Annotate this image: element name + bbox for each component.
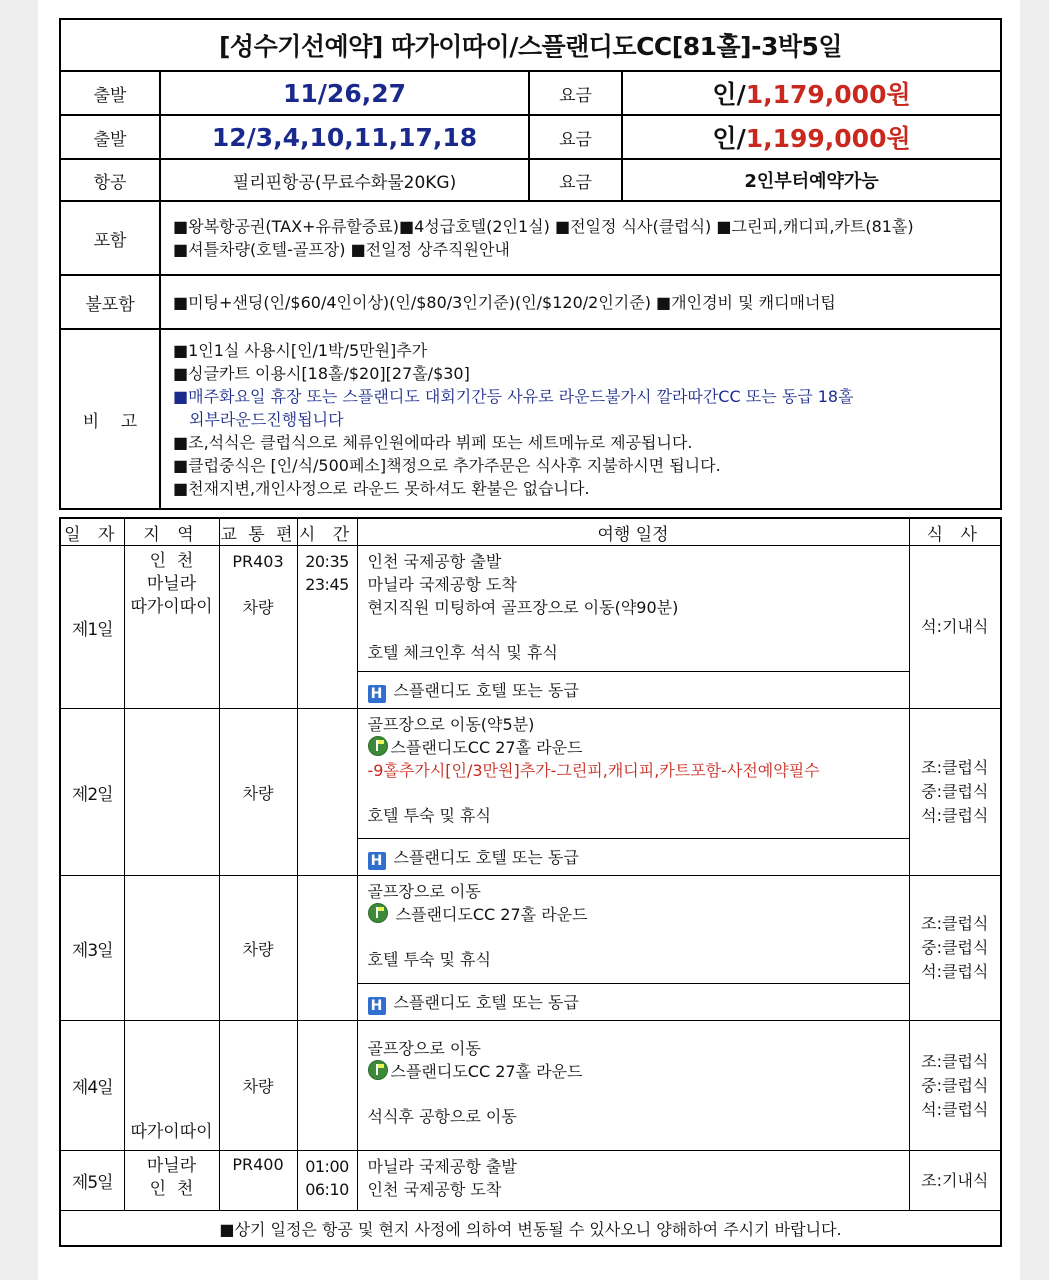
header-transport: 교 통 편: [219, 518, 297, 546]
transport-line: 차량: [242, 598, 274, 617]
header-meal: 식 사: [909, 518, 1001, 546]
price-label: 요금: [529, 159, 622, 201]
disclaimer-footer: ■상기 일정은 항공 및 현지 사정에 의하여 변동될 수 있사오니 양해하여 주시기 바랍니다.: [60, 1211, 1001, 1247]
tour-info-table: [59, 18, 1002, 510]
price-value: 1,199,000원: [745, 124, 911, 153]
day-time: [297, 1151, 357, 1211]
departure-label: 출발: [60, 71, 160, 115]
schedule-line: 마닐라 국제공항 도착: [367, 575, 517, 594]
day-label: 제5일: [60, 1151, 124, 1211]
day-region: 따가이따이: [124, 1021, 219, 1151]
day-region: [124, 709, 219, 876]
hotel-row: [357, 839, 909, 876]
note-line: ■1인1실 사용시[인/1박/5만원]추가: [173, 340, 428, 360]
time-line: 06:10: [305, 1180, 349, 1199]
hotel-icon: H: [368, 852, 386, 870]
header-region: 지 역: [124, 518, 219, 546]
day-transport: PR400: [219, 1151, 297, 1211]
time-line: 23:45: [305, 575, 349, 594]
schedule-line: 석식후 공항으로 이동: [367, 1107, 517, 1126]
include-line: ■왕복항공권(TAX+유류할증료)■4성급호텔(2인1실) ■전일정 식사(클럽식) ■그린피,캐디피,카트(81홀): [173, 217, 914, 236]
hotel-text: 스플랜디도 호텔 또는 동급: [393, 680, 579, 700]
price-label: 요금: [529, 115, 622, 159]
region-line: 마닐라: [146, 1156, 197, 1176]
schedule-line: 마닐라 국제공항 출발: [367, 1157, 517, 1176]
include-text: [160, 201, 1001, 275]
hotel-icon: H: [368, 997, 386, 1015]
meal-line: 중:클럽식: [921, 938, 989, 957]
schedule-spacer: [368, 1083, 899, 1105]
region-line: 따가이따이: [130, 597, 213, 617]
region-line: 마닐라: [146, 574, 197, 594]
schedule-line: 인천 국제공항 도착: [367, 1180, 502, 1199]
meal-line: 석:클럽식: [921, 806, 989, 825]
day-schedule: [357, 546, 909, 672]
schedule-line: 인천 국제공항 출발: [367, 552, 502, 571]
day-schedule: [357, 1151, 909, 1211]
price-1: [622, 71, 1001, 115]
header-schedule: 여행 일정: [357, 518, 909, 546]
meal-line: 조:클럽식: [921, 758, 989, 777]
hotel-icon: H: [368, 685, 386, 703]
region-line: 인 천: [149, 1179, 194, 1199]
hotel-row: [357, 984, 909, 1021]
note-line: ■싱글카트 이용시[18홀/$20][27홀/$30]: [173, 363, 470, 383]
meal-line: 석:클럽식: [921, 962, 989, 981]
header-day: 일 자: [60, 518, 124, 546]
schedule-line: 현지직원 미팅하여 골프장으로 이동(약90분): [367, 598, 679, 617]
hotel-text: 스플랜디도 호텔 또는 동급: [393, 847, 579, 867]
hotel-text: 스플랜디도 호텔 또는 동급: [393, 992, 579, 1012]
day-meal: [909, 1151, 1001, 1211]
schedule-line: 골프장으로 이동: [367, 1039, 481, 1058]
meal-line: 조:클럽식: [921, 914, 989, 933]
golf-line: [368, 1060, 899, 1083]
airline-value: 필리핀항공(무료수화물20KG): [160, 159, 529, 201]
day-time: [297, 876, 357, 1021]
day-meal: [909, 546, 1001, 709]
day-label: 제1일: [60, 546, 124, 709]
meal-line: 석:클럽식: [921, 1099, 989, 1119]
schedule-line: 호텔 체크인후 석식 및 휴식: [367, 643, 558, 662]
flight-number: PR403: [232, 552, 284, 571]
departure-dates-1: 11/26,27: [160, 71, 529, 115]
price-label: 요금: [529, 71, 622, 115]
departure-dates-2: 12/3,4,10,11,17,18: [160, 115, 529, 159]
exclude-text: ■미팅+샌딩(인/$60/4인이상)(인/$80/3인기준)(인/$120/2인기준) ■개인경비 및 캐디매너팁: [160, 275, 1001, 329]
meal-line: 조:클럽식: [921, 1051, 989, 1071]
golf-line: [368, 903, 899, 926]
booking-condition: 2인부터예약가능: [622, 159, 1001, 201]
day-schedule: [357, 876, 909, 984]
airline-label: 항공: [60, 159, 160, 201]
departure-label: 출발: [60, 115, 160, 159]
price-prefix: 인/: [712, 124, 746, 153]
golf-line: [368, 736, 899, 759]
exclude-label: 불포함: [60, 275, 160, 329]
include-line: ■셔틀차량(호텔-골프장) ■전일정 상주직원안내: [173, 240, 510, 259]
day-region: [124, 1151, 219, 1211]
day-region: [124, 546, 219, 709]
time-line: 20:35: [305, 552, 349, 571]
notes-text: [160, 329, 1001, 509]
day-meal: [909, 876, 1001, 1021]
day-transport: 차량: [219, 876, 297, 1021]
meal-line: 중:클럽식: [921, 782, 989, 801]
day-meal: [909, 709, 1001, 876]
extra-holes-note: -9홀추가시[인/3만원]추가-그린피,캐디피,카트포함-사전예약필수: [367, 761, 820, 780]
price-prefix: 인/: [712, 80, 746, 109]
golf-text: 스플랜디도CC 27홀 라운드: [390, 1062, 583, 1081]
page-title: [성수기선예약] 따가이따이/스플랜디도CC[81홀]-3박5일: [60, 19, 1001, 71]
day-transport: 차량: [219, 709, 297, 876]
hotel-row: [357, 672, 909, 709]
meal-line: 석:기내식: [921, 617, 989, 636]
price-value: 1,179,000원: [745, 80, 911, 109]
meal-line: 중:클럽식: [921, 1075, 989, 1095]
time-line: 01:00: [305, 1157, 349, 1176]
region-line: 인 천: [149, 551, 194, 571]
golf-flag-icon: [368, 1060, 388, 1080]
golf-flag-icon: [368, 736, 388, 756]
golf-flag-icon: [368, 903, 388, 923]
price-2: [622, 115, 1001, 159]
itinerary-table: [59, 517, 1002, 1247]
note-line: ■조,석식은 클럽식으로 체류인원에따라 뷔페 또는 세트메뉴로 제공됩니다.: [173, 432, 693, 452]
day-transport: [219, 546, 297, 709]
note-line-highlight: 외부라운드진행됩니다: [189, 409, 344, 429]
day-time: [297, 546, 357, 709]
day-transport: 차량: [219, 1021, 297, 1151]
schedule-line: 호텔 투숙 및 휴식: [367, 950, 491, 969]
schedule-spacer: [368, 619, 899, 641]
day-label: 제2일: [60, 709, 124, 876]
notes-label: 비 고: [60, 329, 160, 509]
day-schedule: [357, 709, 909, 839]
day-schedule: [357, 1021, 909, 1151]
schedule-line: 골프장으로 이동: [367, 882, 481, 901]
schedule-line: 호텔 투숙 및 휴식: [367, 806, 491, 825]
note-line: ■천재지변,개인사정으로 라운드 못하셔도 환불은 없습니다.: [173, 478, 590, 498]
day-region: [124, 876, 219, 1021]
header-time: 시 간: [297, 518, 357, 546]
note-line-highlight: ■매주화요일 휴장 또는 스플랜디도 대회기간등 사유로 라운드불가시 깔라따간CC 또는 동급 18홀: [173, 386, 854, 406]
note-line: ■클럽중식은 [인/식/500페소]책정으로 추가주문은 식사후 지불하시면 됩니다.: [173, 455, 721, 475]
meal-line: 조:기내식: [921, 1170, 989, 1190]
golf-text: 스플랜디도CC 27홀 라운드: [390, 905, 588, 924]
schedule-line: 골프장으로 이동(약5분): [367, 715, 535, 734]
day-time: [297, 709, 357, 876]
schedule-spacer: [368, 782, 899, 804]
day-label: 제3일: [60, 876, 124, 1021]
transport-line: [220, 573, 297, 596]
day-meal: [909, 1021, 1001, 1151]
day-time: [297, 1021, 357, 1151]
include-label: 포함: [60, 201, 160, 275]
golf-text: 스플랜디도CC 27홀 라운드: [390, 738, 583, 757]
schedule-spacer: [368, 926, 899, 948]
day-label: 제4일: [60, 1021, 124, 1151]
